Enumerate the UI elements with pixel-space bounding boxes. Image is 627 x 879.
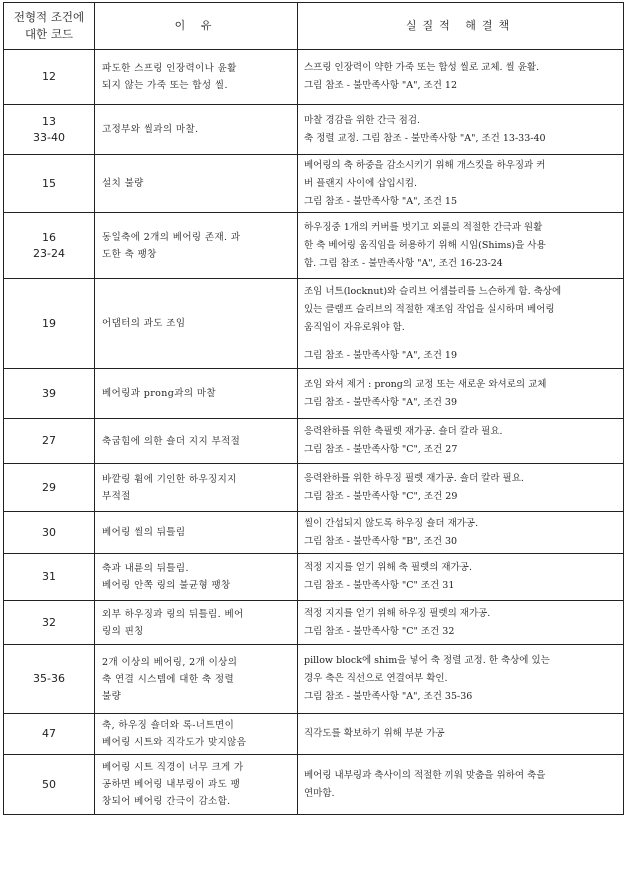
table-row [4,645,624,714]
reason-cell-line: 불량 [102,690,122,702]
reason-cell-line: 어댑터의 과도 조임 [102,318,186,329]
solution-cell-line: 축 정렬 교정. 그림 참조 - 불만족사항 "A", 조건 13-33-40 [304,132,546,144]
solution-cell-line: 경우 축은 직선으로 연결여부 확인. [304,673,448,684]
table-row [4,601,624,645]
code-cell [4,213,95,279]
solution-cell [298,645,624,714]
solution-cell [298,369,624,419]
solution-cell-line: 씰이 간섭되지 않도록 하우징 숄더 재가공. [304,517,479,529]
code-cell [4,369,95,419]
header-code: 전형적 조건에 대한 코드 [4,3,95,50]
solution-cell-line: 베어링의 축 하중을 감소시키기 위해 개스킷을 하우징과 커 [304,159,546,171]
solution-cell-line: 그림 참조 - 불만족사항 "C" 조건 32 [304,625,455,637]
code-cell [4,755,95,815]
solution-cell-line: 연마함. [304,787,335,799]
reason-cell [95,105,298,155]
code-cell [4,50,95,105]
reason-cell [95,645,298,714]
table-row [4,369,624,419]
table-row [4,50,624,105]
reason-cell-line: 동일축에 2개의 베어링 존재. 과 [102,231,241,243]
solution-cell-line: 그림 참조 - 불만족사항 "C" 조건 31 [304,580,455,591]
table-row [4,512,624,554]
reason-cell-line: 파도한 스프링 인장력이나 윤활 [102,63,237,74]
code-cell [4,645,95,714]
solution-cell-line: pillow block에 shim을 넣어 축 정렬 교정. 한 축상에 있는 [304,655,550,666]
code-cell-line: 31 [42,570,56,583]
troubleshooting-table [3,2,624,815]
solution-cell-line: 그림 참조 - 불만족사항 "B", 조건 30 [304,535,458,547]
reason-cell [95,554,298,601]
solution-cell [298,755,624,815]
solution-cell-line: 그림 참조 - 불만족사항 "A", 조건 35-36 [304,691,473,702]
code-cell-line: 35-36 [33,672,65,685]
reason-cell-line: 베어링 시트와 직각도가 맞지않음 [102,737,247,748]
reason-cell [95,464,298,512]
table-row [4,279,624,369]
table-row [4,155,624,213]
solution-cell-line: 응력완하를 위한 하우징 필렛 재가공. 숄더 칼라 필요. [304,472,524,484]
reason-cell-line: 베어링과 prong과의 마찰 [102,388,216,399]
table-row [4,554,624,601]
solution-cell-line: 그림 참조 - 불만족사항 "C", 조건 29 [304,490,458,502]
code-cell [4,714,95,755]
code-cell-line: 29 [42,480,56,494]
header-reason: 이 유 [95,3,298,50]
code-cell-line: 32 [42,615,56,629]
table-row [4,714,624,755]
code-cell-line: 23-24 [33,246,65,260]
code-cell [4,105,95,155]
reason-cell [95,755,298,815]
solution-cell-line: 마찰 경감을 위한 간극 점검. [304,114,421,126]
code-cell [4,464,95,512]
solution-cell-line: 그림 참조 - 불만족사항 "A", 조건 15 [304,195,457,207]
table-row [4,105,624,155]
solution-cell-line: 하우징중 1개의 커버를 벗기고 외륜의 적절한 간극과 원활 [304,221,543,233]
solution-cell-line: 그림 참조 - 불만족사항 "A", 조건 12 [304,80,457,91]
solution-cell-line: 그림 참조 - 불만족사항 "A", 조건 39 [304,396,457,408]
table-row [4,213,624,279]
table-header-row [4,3,624,50]
solution-cell-line: 함. 그림 참조 - 불만족사항 "A", 조건 16-23-24 [304,257,503,269]
reason-cell-line: 공하면 베어링 내부링이 과도 팽 [102,779,241,790]
code-cell-line: 13 [42,114,56,128]
reason-cell [95,50,298,105]
solution-cell-line [304,337,617,347]
code-cell-line: 39 [42,386,56,400]
table-row [4,419,624,464]
solution-cell-line: 직각도를 확보하기 위해 부분 가공 [304,728,445,739]
solution-cell-line: 움직임이 자유로워야 함. [304,321,405,333]
reason-cell-line: 고정부와 씰과의 마찰. [102,124,199,135]
code-cell [4,601,95,645]
solution-cell-line: 한 축 베어링 움직임을 허용하기 위해 시임(Shims)을 사용 [304,239,546,251]
reason-cell [95,419,298,464]
code-cell [4,554,95,601]
code-cell [4,419,95,464]
reason-cell-line: 축굽힘에 의한 숄더 지지 부적절 [102,435,241,447]
reason-cell-line: 축, 하우징 숄더와 록-너트면이 [102,720,235,731]
solution-cell-line: 있는 클램프 슬리브의 적절한 재조임 작업을 실시하며 베어링 [304,303,555,315]
code-cell-line: 27 [42,434,56,447]
code-cell [4,155,95,213]
reason-cell-line: 베어링 시트 직경이 너무 크게 가 [102,762,244,773]
solution-cell-line: 적정 지지를 얻기 위해 하우징 필렛의 재가공. [304,607,491,619]
code-cell [4,512,95,554]
code-cell-line: 47 [42,727,56,740]
reason-cell [95,279,298,369]
reason-cell-line: 베어링 안쪽 링의 불균형 팽창 [102,580,231,591]
reason-cell [95,369,298,419]
code-cell-line: 50 [42,777,56,791]
solution-cell [298,279,624,369]
code-cell-line: 19 [42,316,56,330]
table-row [4,755,624,815]
reason-cell [95,213,298,279]
code-cell-line: 16 [42,230,56,244]
code-cell [4,279,95,369]
solution-cell-line: 그림 참조 - 불만족사항 "C", 조건 27 [304,444,458,455]
reason-cell [95,714,298,755]
reason-cell-line: 축 연결 시스템에 대한 축 정렬 [102,673,235,685]
solution-cell-line: 응력완하를 위한 축필렛 재가공. 숄더 칼라 필요. [304,426,503,437]
reason-cell-line: 창되어 베어링 간극이 감소함. [102,796,231,807]
reason-cell-line: 부적절 [102,490,131,502]
reason-cell [95,512,298,554]
reason-cell-line: 외부 하우징과 링의 뒤틀림. 베어 [102,608,244,620]
solution-cell [298,155,624,213]
solution-cell-line: 조임 와셔 제거 : prong의 교정 또는 새로운 와셔로의 교체 [304,378,547,390]
header-solution: 실질적 해결책 [298,3,624,50]
solution-cell-line: 그림 참조 - 불만족사항 "A", 조건 19 [304,349,457,361]
code-cell-line: 33-40 [33,130,65,144]
code-cell-line: 15 [42,176,56,190]
reason-cell-line: 베어링 씰의 뒤틀림 [102,527,186,538]
reason-cell-line: 도한 축 팽창 [102,248,157,260]
table-row [4,464,624,512]
reason-cell-line: 되지 않는 가죽 또는 합성 씰. [102,80,228,91]
reason-cell-line: 축과 내륜의 뒤틀림. [102,563,189,574]
solution-cell [298,105,624,155]
solution-cell [298,419,624,464]
solution-cell-line: 스프링 인장력이 약한 가죽 또는 합성 씰로 교체. 씰 윤활. [304,62,540,73]
code-cell-line: 30 [42,525,56,539]
solution-cell [298,601,624,645]
reason-cell-line: 링의 핀칭 [102,625,144,637]
solution-cell [298,554,624,601]
solution-cell [298,512,624,554]
solution-cell-line: 베어링 내부링과 축사이의 적절한 끼워 맞춤을 위하여 축을 [304,769,546,781]
reason-cell-line: 설치 불량 [102,178,144,189]
solution-cell [298,714,624,755]
solution-cell-line: 적정 지지를 얻기 위해 축 필렛의 재가공. [304,562,472,573]
solution-cell [298,464,624,512]
solution-cell-line: 버 플랜지 사이에 삽입시킴. [304,177,418,189]
solution-cell [298,213,624,279]
code-cell-line: 12 [42,70,56,83]
table-body [4,50,624,815]
solution-cell-line: 조임 너트(locknut)와 슬리브 어셈블리를 느슨하게 함. 축상에 [304,285,562,297]
solution-cell [298,50,624,105]
reason-cell-line: 2개 이상의 베어링, 2개 이상의 [102,656,238,668]
reason-cell [95,155,298,213]
reason-cell-line: 바깥링 휨에 기인한 하우징지지 [102,473,237,485]
reason-cell [95,601,298,645]
